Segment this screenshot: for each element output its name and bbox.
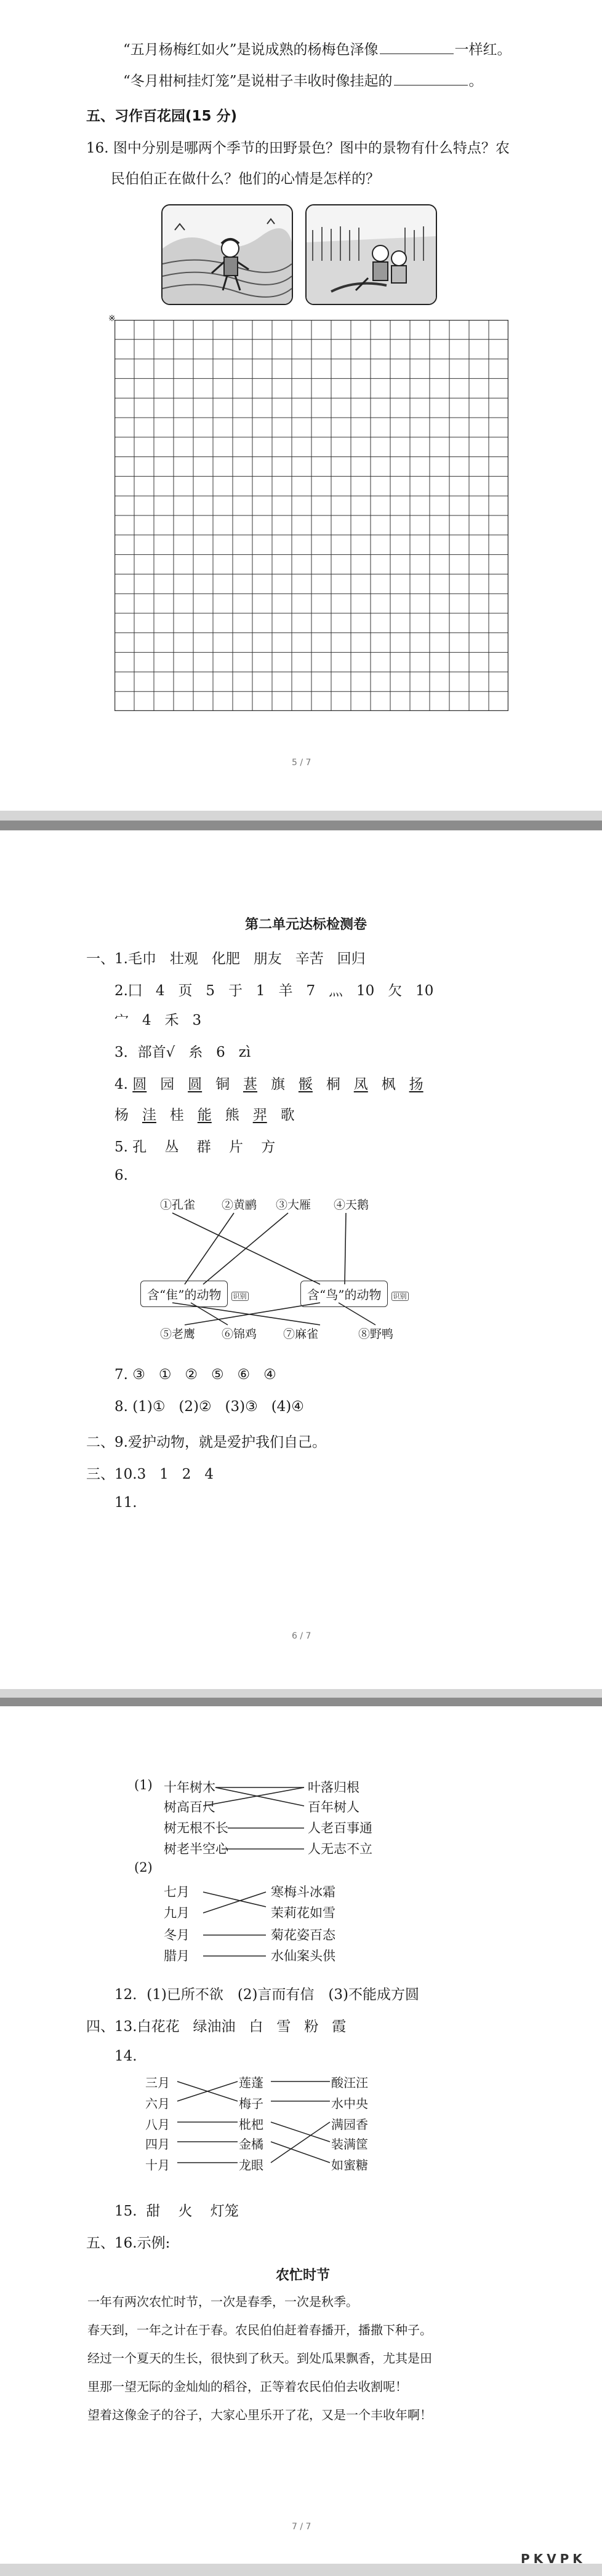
answer-row-14-label: 14. bbox=[114, 2048, 137, 2064]
fruit-item: 莲蓬 bbox=[239, 2075, 263, 2090]
matching-diagram-fruits bbox=[145, 2073, 416, 2190]
answer-item: 6 bbox=[216, 1044, 225, 1060]
month-left: 七月 bbox=[164, 1885, 190, 1899]
essay-line: 春天到，一年之计在于春。农民伯伯赶着春播开，播撒下种子。 bbox=[87, 2323, 432, 2337]
answer-row-2a bbox=[114, 979, 433, 1000]
matching-diagram-idioms-months bbox=[129, 1778, 412, 2048]
animal-wild-duck: ⑧野鸭 bbox=[358, 1327, 394, 1341]
answer-item: 10 bbox=[356, 983, 375, 999]
description-item: 酸汪汪 bbox=[331, 2075, 368, 2090]
idiom-left: 树高百尺 bbox=[164, 1800, 215, 1815]
bottom-bar bbox=[0, 2564, 602, 2576]
description-item: 水中央 bbox=[331, 2096, 368, 2111]
idiom-left: 树老半空心 bbox=[164, 1842, 228, 1856]
idiom-right: 人无志不立 bbox=[308, 1842, 372, 1856]
answer-row-10 bbox=[86, 1463, 214, 1483]
answer-item: 枫 bbox=[381, 1076, 396, 1092]
answer-item: 桂 bbox=[169, 1107, 184, 1123]
animal-golden-pheasant: ⑥锦鸡 bbox=[222, 1327, 257, 1341]
month-left: 九月 bbox=[164, 1906, 190, 1920]
answer-item: 骽 bbox=[298, 1076, 313, 1092]
animal-oriole: ②黄鹂 bbox=[222, 1198, 257, 1212]
answer-item: 羿 bbox=[252, 1107, 267, 1123]
answer-row-15 bbox=[114, 2200, 239, 2220]
essay-title: 农忙时节 bbox=[276, 2268, 331, 2283]
answer-item: 欠 bbox=[388, 983, 403, 999]
answer-item: 糸 bbox=[188, 1044, 203, 1060]
animal-wild-goose: ③大雁 bbox=[276, 1198, 311, 1212]
idiom-right: 百年树人 bbox=[308, 1800, 359, 1815]
essay-line: 经过一个夏天的生长，很快到了秋天。到处瓜果飘香，尤其是田 bbox=[87, 2351, 432, 2366]
answer-item: 7 bbox=[306, 983, 316, 999]
group-label: (2) bbox=[134, 1860, 153, 1875]
answer-row-11: 11. bbox=[114, 1495, 137, 1511]
answer-item: (3)③ bbox=[225, 1399, 258, 1415]
answer-item: 四、13.白花花 bbox=[86, 2019, 180, 2035]
answer-row-13 bbox=[86, 2015, 346, 2035]
group-label: (1) bbox=[134, 1778, 153, 1792]
page-title: 第二单元达标检测卷 bbox=[245, 917, 367, 932]
answer-item: 白 bbox=[249, 2019, 263, 2035]
answer-row-16: 五、16.示例: bbox=[86, 2235, 171, 2251]
matching-lines bbox=[135, 1192, 419, 1346]
answer-item: 辛苦 bbox=[295, 951, 324, 967]
answer-item: 羊 bbox=[278, 983, 293, 999]
answer-blank[interactable] bbox=[380, 53, 454, 54]
answer-item: 孔 bbox=[132, 1139, 147, 1155]
answer-item: 5. bbox=[114, 1139, 128, 1155]
page-number: 6 / 7 bbox=[292, 1631, 311, 1641]
animal-peacock: ①孔雀 bbox=[160, 1198, 196, 1212]
answer-row-4a bbox=[114, 1073, 423, 1093]
matching-diagram-birds bbox=[135, 1192, 419, 1346]
answer-row-4b bbox=[114, 1103, 295, 1124]
month-item: 四月 bbox=[145, 2137, 170, 2152]
answer-item: 杨 bbox=[114, 1107, 129, 1123]
answer-item: 1 bbox=[255, 983, 265, 999]
answer-item: 于 bbox=[228, 983, 243, 999]
answer-item: 桐 bbox=[326, 1076, 340, 1092]
answer-item: 旗 bbox=[270, 1076, 285, 1092]
essay-line: 一年有两次农忙时节，一次是春季，一次是秋季。 bbox=[87, 2294, 358, 2309]
writing-grid-lines bbox=[114, 320, 508, 711]
answer-item: (4)④ bbox=[271, 1399, 304, 1415]
idiom-left: 十年树木 bbox=[164, 1780, 215, 1795]
month-left: 冬月 bbox=[164, 1928, 190, 1942]
tag-label: 识别 bbox=[231, 1292, 249, 1301]
answer-row-3 bbox=[114, 1041, 251, 1061]
answer-item: 雪 bbox=[276, 2019, 291, 2035]
line-2-tail: 。 bbox=[468, 73, 483, 89]
answer-item: 片 bbox=[229, 1139, 244, 1155]
fill-blank-line-2 bbox=[123, 70, 483, 90]
category-box-label: 含“鸟”的动物 bbox=[300, 1281, 388, 1307]
category-box-niao bbox=[300, 1281, 409, 1307]
illustration-autumn-field bbox=[305, 204, 437, 305]
page-separator-dark bbox=[0, 821, 602, 830]
answer-item: (2)② bbox=[179, 1399, 212, 1415]
page-number: 7 / 7 bbox=[292, 2522, 311, 2532]
month-item: 十月 bbox=[145, 2158, 170, 2173]
answer-item: 扬 bbox=[409, 1076, 423, 1092]
answer-item: 10 bbox=[415, 983, 434, 999]
animal-eagle: ⑤老鹰 bbox=[160, 1327, 196, 1341]
grid-start-mark: ※ bbox=[108, 314, 116, 324]
answer-item: 一、1.毛巾 bbox=[86, 951, 156, 967]
month-left: 腊月 bbox=[164, 1949, 190, 1963]
line-1-tail: 一样红。 bbox=[454, 42, 512, 58]
answer-row-8 bbox=[114, 1399, 304, 1415]
question-16-line-1: 16. 图中分别是哪两个季节的田野景色？图中的景物有什么特点？农 bbox=[86, 140, 510, 156]
animal-sparrow: ⑦麻雀 bbox=[283, 1327, 319, 1341]
answer-item: 方 bbox=[261, 1139, 276, 1155]
illustration-spring-field bbox=[161, 204, 293, 305]
fill-blank-line-1 bbox=[123, 38, 512, 58]
answer-blank[interactable] bbox=[394, 84, 468, 85]
answer-row-5 bbox=[114, 1135, 275, 1156]
description-item: 如蜜糖 bbox=[331, 2158, 368, 2173]
answer-item: ② bbox=[185, 1367, 198, 1383]
answer-item: 宀 bbox=[114, 1012, 129, 1028]
answer-item: 4 bbox=[142, 1012, 151, 1028]
answer-item: 8. bbox=[114, 1399, 128, 1415]
fruit-item: 龙眼 bbox=[239, 2158, 263, 2173]
category-box-label: 含“隹”的动物 bbox=[140, 1281, 228, 1307]
answer-item: ① bbox=[158, 1367, 172, 1383]
flower-right: 菊花姿百态 bbox=[271, 1928, 335, 1942]
answer-item: 3 bbox=[192, 1012, 202, 1028]
answer-item: 1 bbox=[159, 1466, 169, 1482]
answer-item: 圆 bbox=[132, 1076, 147, 1092]
fruit-item: 梅子 bbox=[239, 2096, 263, 2111]
page-separator bbox=[0, 1689, 602, 1698]
answer-item: 能 bbox=[197, 1107, 212, 1123]
answer-item: 丛 bbox=[164, 1139, 179, 1155]
matching-lines bbox=[145, 2073, 416, 2190]
answer-item: 圆 bbox=[188, 1076, 203, 1092]
answer-row-2b bbox=[114, 1009, 201, 1029]
answer-item: 甜 bbox=[146, 2203, 161, 2219]
section-heading: 五、习作百花园(15 分) bbox=[86, 108, 238, 124]
answer-item: 3．部首√ bbox=[114, 1044, 175, 1060]
answer-item: 霞 bbox=[332, 2019, 347, 2035]
answer-item: 熊 bbox=[225, 1107, 239, 1123]
month-item: 六月 bbox=[145, 2096, 170, 2111]
question-16-line-2: 民伯伯正在做什么？他们的心情是怎样的？ bbox=[111, 171, 380, 187]
answer-item: 朋友 bbox=[253, 951, 282, 967]
answer-item: 化肥 bbox=[211, 951, 240, 967]
answer-item: 15. bbox=[114, 2203, 137, 2219]
answer-item: 火 bbox=[178, 2203, 193, 2219]
answer-item: 7. bbox=[114, 1367, 128, 1383]
answer-item: 粉 bbox=[304, 2019, 319, 2035]
fruit-item: 枇杷 bbox=[239, 2117, 263, 2132]
answer-item: 灯笼 bbox=[210, 2203, 239, 2219]
answer-item: 4 bbox=[155, 983, 165, 999]
answer-item: 4. bbox=[114, 1076, 128, 1092]
tag-label: 识别 bbox=[391, 1292, 409, 1301]
flower-right: 水仙案头供 bbox=[271, 1949, 335, 1963]
line-2-text: “冬月柑柯挂灯笼”是说柑子丰收时像挂起的 bbox=[123, 73, 393, 89]
answer-item: ⑥ bbox=[237, 1367, 251, 1383]
answer-item: 凤 bbox=[353, 1076, 368, 1092]
answer-item: 4 bbox=[204, 1466, 214, 1482]
answer-item: ④ bbox=[263, 1367, 276, 1383]
answer-row-7 bbox=[114, 1367, 276, 1383]
answer-item: 5 bbox=[206, 983, 215, 999]
description-item: 满园香 bbox=[331, 2117, 368, 2132]
page-separator-dark bbox=[0, 1698, 602, 1706]
answer-item: 洼 bbox=[142, 1107, 156, 1123]
month-item: 八月 bbox=[145, 2117, 170, 2132]
answer-row-9: 二、9.爱护动物，就是爱护我们自己。 bbox=[86, 1434, 326, 1450]
category-box-zhui bbox=[140, 1281, 249, 1307]
answer-item: 灬 bbox=[329, 983, 343, 999]
answer-row-6-label: 6. bbox=[114, 1167, 128, 1183]
answer-item: 页 bbox=[178, 983, 193, 999]
essay-line: 里那一望无际的金灿灿的稻谷，正等着农民伯伯去收割呢！ bbox=[87, 2379, 407, 2394]
answer-item: 三、10.3 bbox=[86, 1466, 146, 1482]
answer-item: 绿油油 bbox=[193, 2019, 236, 2035]
answer-row-12: 12．(1)已所不欲 (2)言而有信 (3)不能成方圆 bbox=[114, 1987, 420, 2003]
line-1-text: “五月杨梅红如火”是说成熟的杨梅色泽像 bbox=[123, 42, 379, 58]
answer-item: zì bbox=[238, 1044, 251, 1060]
essay-line: 望着这像金子的谷子，大家心里乐开了花，又是一个丰收年啊！ bbox=[87, 2407, 432, 2422]
answer-item: 歌 bbox=[280, 1107, 295, 1123]
answer-item: 禾 bbox=[164, 1012, 179, 1028]
answer-item: 铜 bbox=[215, 1076, 230, 1092]
answer-item: 2 bbox=[182, 1466, 191, 1482]
answer-item: 园 bbox=[160, 1076, 175, 1092]
fruit-item: 金橘 bbox=[239, 2137, 263, 2152]
description-item: 装满筐 bbox=[331, 2137, 368, 2152]
flower-right: 寒梅斗冰霜 bbox=[271, 1885, 335, 1899]
answer-item: 2.囗 bbox=[114, 983, 142, 999]
answer-item: (1)① bbox=[132, 1399, 166, 1415]
answer-item: 壮观 bbox=[169, 951, 198, 967]
animal-swan: ④天鹅 bbox=[334, 1198, 369, 1212]
idiom-left: 树无根不长 bbox=[164, 1821, 228, 1835]
answer-item: 回归 bbox=[337, 951, 366, 967]
watermark-logo: PKVPK bbox=[521, 2551, 586, 2566]
answer-item: 群 bbox=[196, 1139, 211, 1155]
answer-item: 葚 bbox=[243, 1076, 258, 1092]
answer-item: ⑤ bbox=[211, 1367, 224, 1383]
month-item: 三月 bbox=[145, 2075, 170, 2090]
idiom-right: 叶落归根 bbox=[308, 1780, 359, 1795]
page-separator bbox=[0, 811, 602, 821]
answer-row-1 bbox=[86, 947, 366, 968]
page-number: 5 / 7 bbox=[292, 758, 311, 768]
idiom-right: 人老百事通 bbox=[308, 1821, 372, 1835]
writing-grid[interactable] bbox=[114, 320, 508, 711]
answer-item: ③ bbox=[132, 1367, 145, 1383]
flower-right: 茉莉花如雪 bbox=[271, 1906, 335, 1920]
